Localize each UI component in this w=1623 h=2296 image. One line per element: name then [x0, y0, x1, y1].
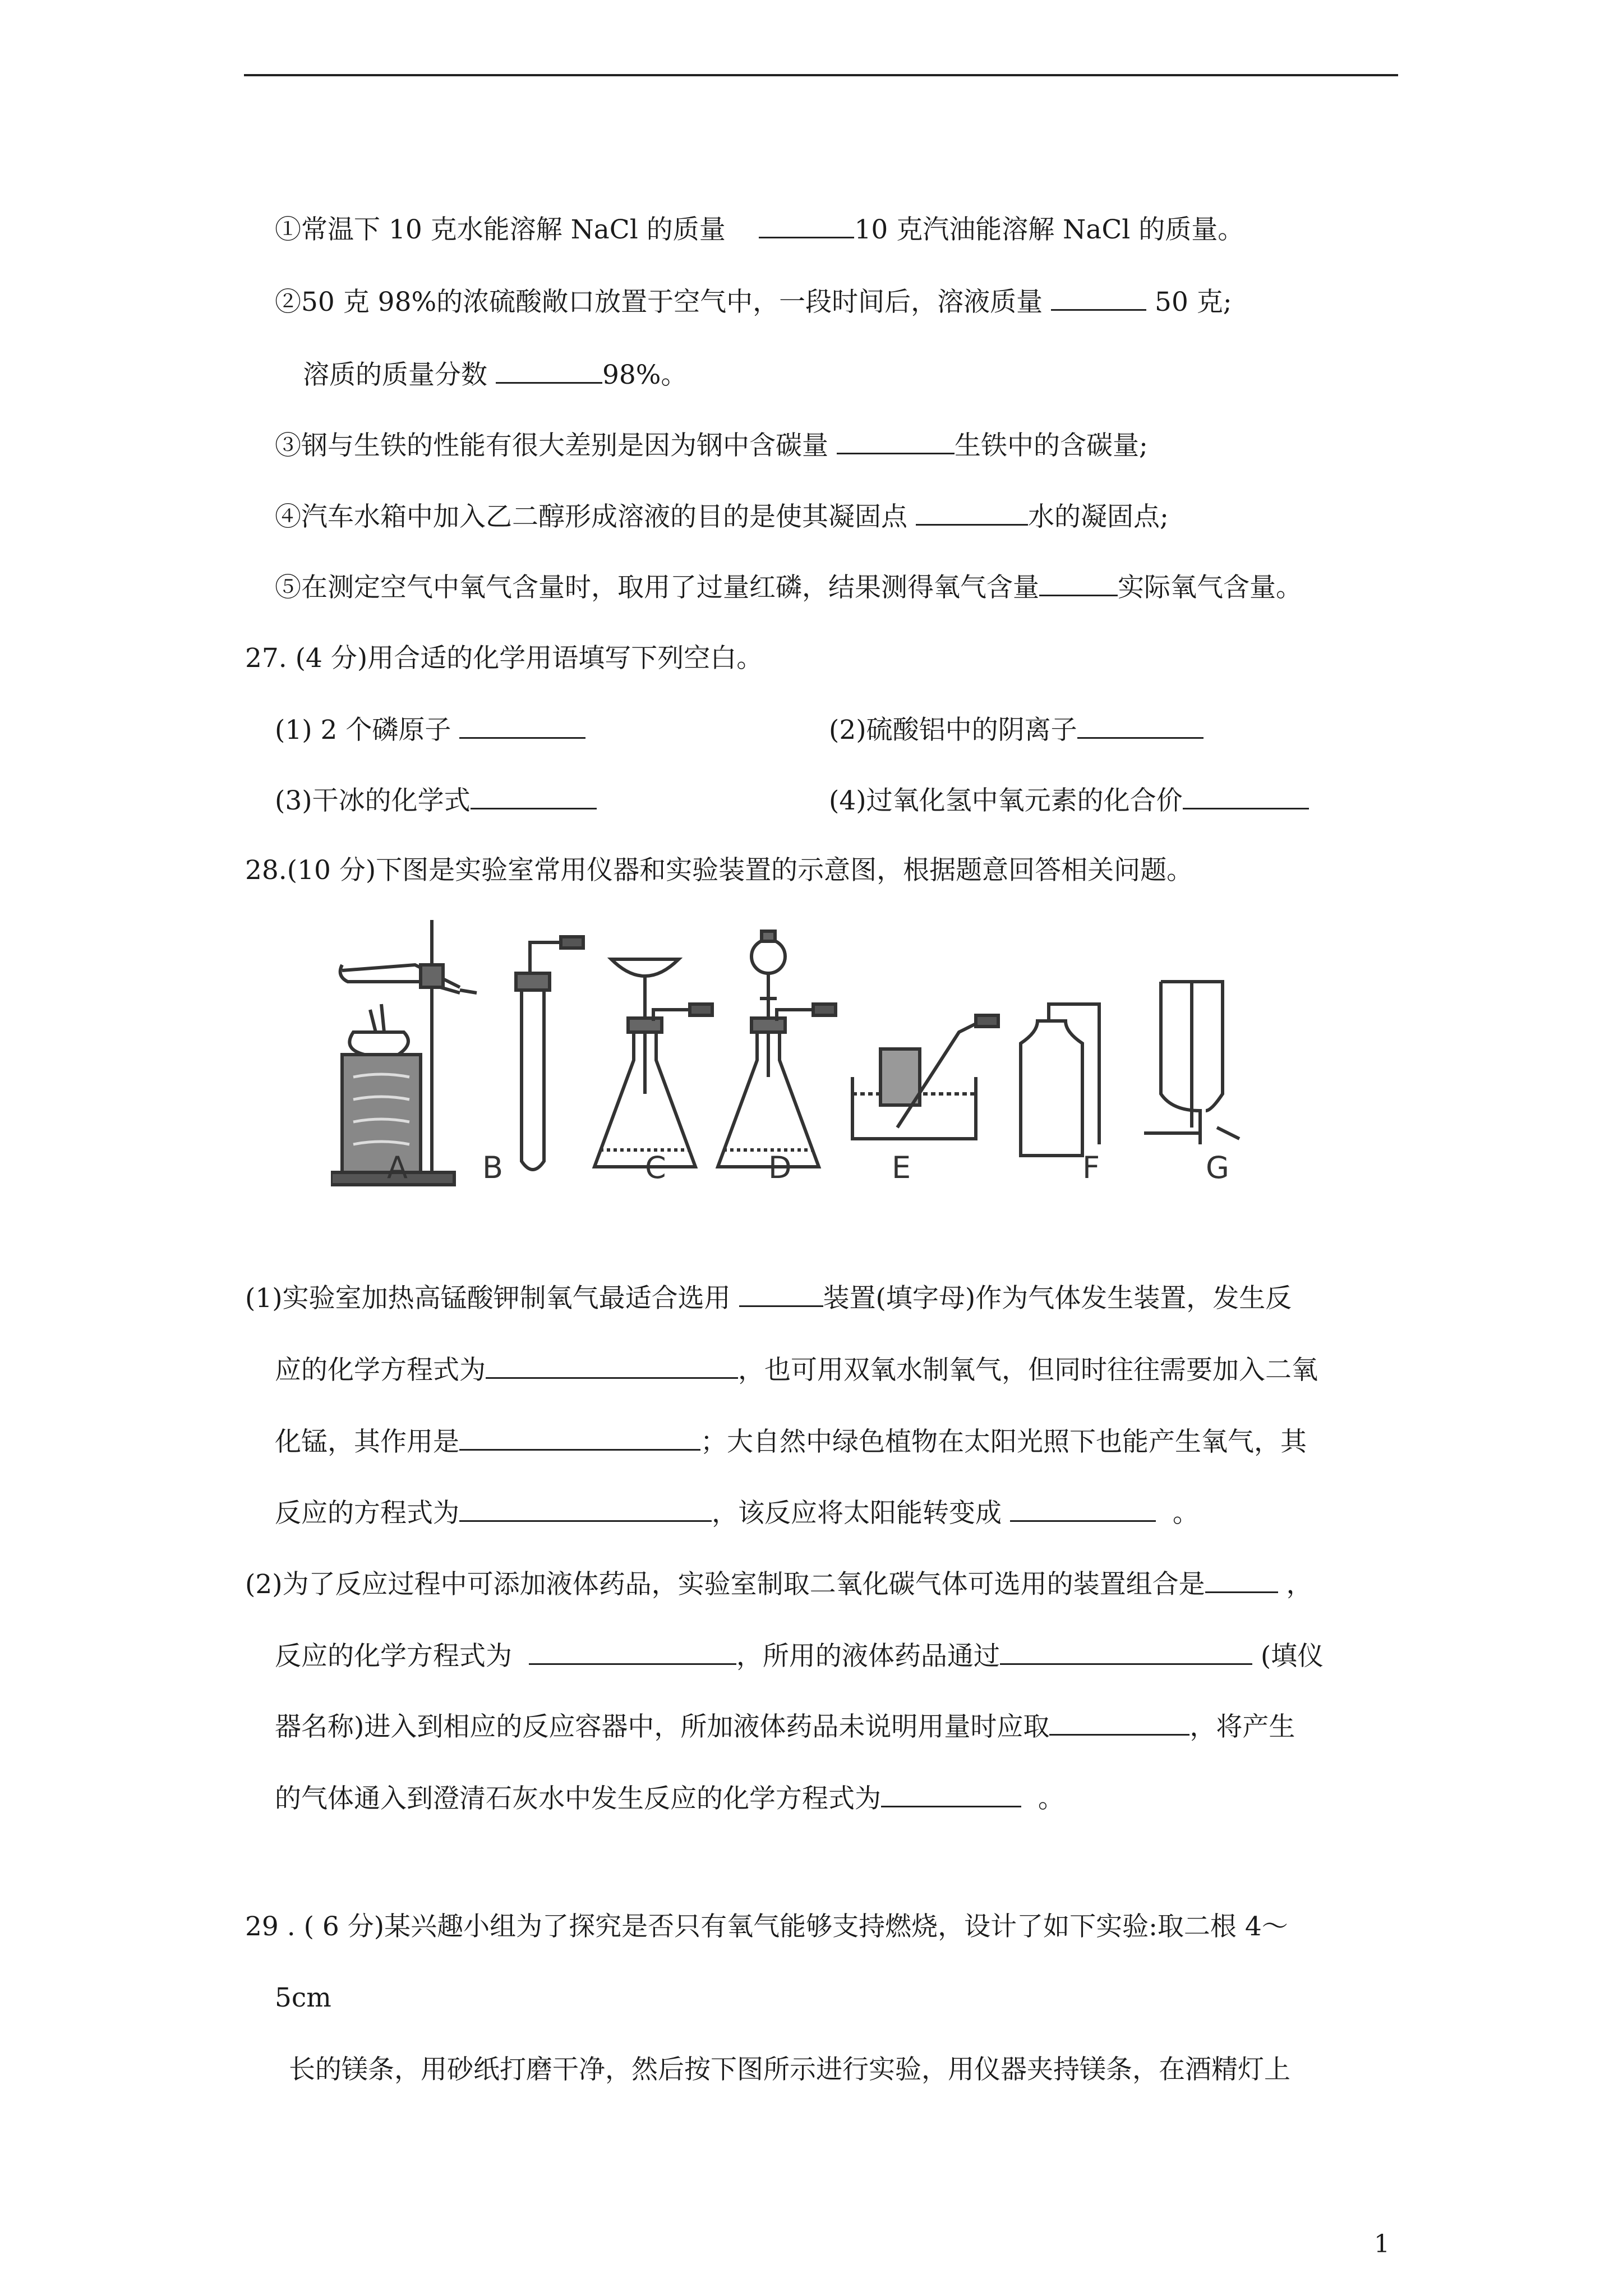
q27-item-4	[829, 783, 1309, 818]
text: ⑤在测定空气中氧气含量时，取用了过量红磷，结果测得氧气含量	[275, 572, 1039, 603]
figure-label-c: C	[645, 1150, 666, 1185]
text: 98%。	[602, 360, 688, 390]
apparatus-b-icon	[516, 937, 583, 1170]
q26-item-2	[275, 284, 1232, 319]
answer-blank[interactable]	[459, 1424, 700, 1451]
text: 实际氧气含量。	[1118, 572, 1302, 603]
answer-blank[interactable]	[496, 357, 602, 384]
answer-blank[interactable]	[1039, 570, 1118, 596]
text: (4)过氧化氢中氧元素的化合价	[829, 785, 1183, 816]
text: 反应的化学方程式为	[275, 1641, 512, 1672]
q26-item-1	[275, 212, 1244, 247]
text: 。	[1172, 1498, 1199, 1529]
answer-blank[interactable]	[1051, 284, 1146, 311]
answer-blank[interactable]	[1077, 712, 1204, 739]
page-number: 1	[1374, 2230, 1390, 2258]
text: 水的凝固点;	[1027, 501, 1169, 532]
q27-item-2	[829, 712, 1204, 747]
answer-blank[interactable]	[471, 783, 597, 809]
answer-blank[interactable]	[1183, 783, 1309, 809]
answer-blank[interactable]	[881, 1781, 1021, 1807]
answer-blank[interactable]	[529, 1639, 736, 1665]
text: (1)实验室加热高锰酸钾制氧气最适合选用	[245, 1283, 731, 1314]
q26-item-4	[275, 499, 1169, 534]
text: 溶质的质量分数	[303, 360, 487, 390]
answer-blank[interactable]	[486, 1352, 738, 1379]
q28-part1-line1	[245, 1281, 1292, 1315]
q28-part1-line3	[275, 1424, 1307, 1459]
figure-label-f: F	[1082, 1150, 1100, 1185]
text: ，将产生	[1189, 1711, 1295, 1742]
text: 。	[1038, 1783, 1064, 1814]
text: 化锰，其作用是	[275, 1427, 459, 1457]
text: 50 克;	[1146, 287, 1232, 318]
text: ①常温下 10 克水能溶解 NaCl 的质量	[275, 214, 726, 245]
text: (3)干冰的化学式	[275, 785, 471, 816]
q26-item-2-cont	[303, 357, 687, 392]
text: ，所用的液体药品通过	[736, 1641, 1000, 1672]
text: ②50 克 98%的浓硫酸敞口放置于空气中，一段时间后，溶液质量	[275, 287, 1043, 318]
q26-item-5	[275, 570, 1302, 605]
answer-blank[interactable]	[1205, 1567, 1278, 1593]
q29-line3: 长的镁条，用砂纸打磨干净，然后按下图所示进行实验，用仪器夹持镁条，在酒精灯上	[289, 2054, 1290, 2085]
text: ，也可用双氧水制氧气，但同时往往需要加入二氧	[738, 1355, 1318, 1386]
header-rule	[244, 74, 1398, 76]
text: ④汽车水箱中加入乙二醇形成溶液的目的是使其凝固点	[275, 501, 907, 532]
text: 生铁中的含碳量;	[954, 430, 1148, 461]
apparatus-a-icon	[331, 920, 477, 1185]
q28-title: 28.(10 分)下图是实验室常用仪器和实验装置的示意图，根据题意回答相关问题。	[245, 855, 1193, 886]
text: (2)硫酸铝中的阴离子	[829, 715, 1077, 746]
q28-part2-line4	[275, 1781, 1064, 1816]
answer-blank[interactable]	[1010, 1496, 1156, 1522]
apparatus-d-icon	[718, 931, 836, 1167]
answer-blank[interactable]	[837, 428, 955, 454]
text: 反应的方程式为	[275, 1498, 459, 1529]
text: (1) 2 个磷原子	[275, 715, 451, 746]
text: 的气体通入到澄清石灰水中发生反应的化学方程式为	[275, 1783, 881, 1814]
text: (2)为了反应过程中可添加液体药品，实验室制取二氧化碳气体可选用的装置组合是	[245, 1569, 1205, 1600]
text: ，	[1286, 1569, 1313, 1600]
apparatus-c-icon	[594, 959, 712, 1167]
figure-label-d: D	[768, 1150, 792, 1185]
answer-blank[interactable]	[1049, 1709, 1189, 1736]
apparatus-g-icon	[1144, 982, 1239, 1144]
text: ③钢与生铁的性能有很大差别是因为钢中含碳量	[275, 430, 828, 461]
q28-part1-line4	[275, 1496, 1199, 1530]
figure-label-b: B	[482, 1150, 504, 1185]
answer-blank[interactable]	[459, 1496, 712, 1522]
answer-blank[interactable]	[759, 212, 854, 238]
figure-label-a: A	[387, 1150, 408, 1185]
q28-part2-line3	[275, 1709, 1295, 1744]
answer-blank[interactable]	[1000, 1639, 1252, 1665]
answer-blank[interactable]	[459, 712, 585, 739]
answer-blank[interactable]	[916, 499, 1028, 526]
q28-part2-line2	[275, 1639, 1324, 1673]
q29-line1: 29 . ( 6 分)某兴趣小组为了探究是否只有氧气能够支持燃烧，设计了如下实验:取二根 4～	[245, 1911, 1288, 1942]
q28-part1-line2	[275, 1352, 1318, 1387]
apparatus-e-icon	[852, 1015, 998, 1139]
text: 装置(填字母)作为气体发生装置，发生反	[823, 1283, 1292, 1314]
text: 器名称)进入到相应的反应容器中，所加液体药品未说明用量时应取	[275, 1711, 1050, 1742]
q28-part2-line1	[245, 1567, 1313, 1602]
q29-line2: 5cm	[275, 1982, 331, 2013]
answer-blank[interactable]	[739, 1281, 823, 1307]
text: ，该反应将太阳能转变成	[712, 1498, 1002, 1529]
q27-item-1	[275, 712, 585, 747]
figure-label-g: G	[1206, 1150, 1229, 1185]
text: ；大自然中绿色植物在太阳光照下也能产生氧气，其	[700, 1427, 1307, 1457]
text: (填仪	[1260, 1641, 1324, 1672]
q27-title: 27. (4 分)用合适的化学用语填写下列空白。	[245, 643, 763, 674]
figure-label-e: E	[892, 1150, 911, 1185]
q27-item-3	[275, 783, 597, 818]
q26-item-3	[275, 428, 1148, 463]
text: 10 克汽油能溶解 NaCl 的质量。	[854, 214, 1244, 245]
apparatus-f-icon	[1021, 1004, 1099, 1156]
text: 应的化学方程式为	[275, 1355, 486, 1386]
